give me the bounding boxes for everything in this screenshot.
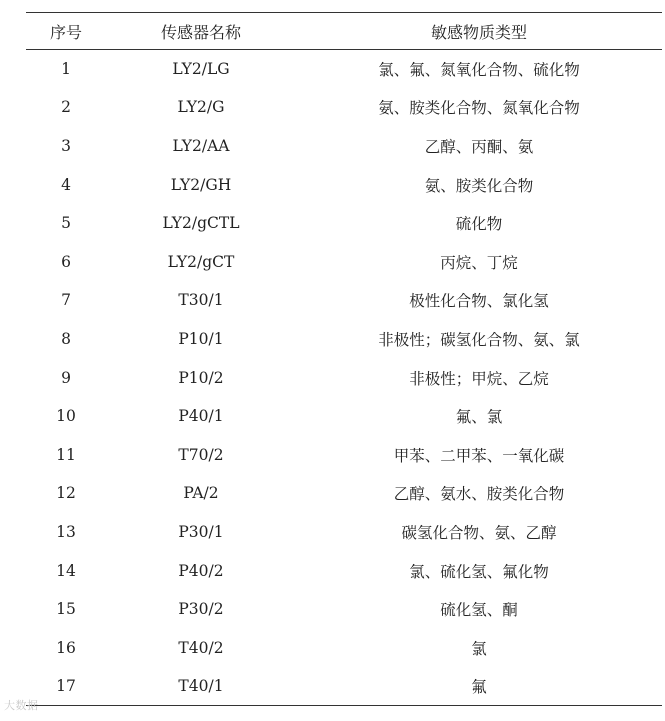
header-sensor-name: 传感器名称	[106, 13, 296, 50]
cell-sensitive-substances: 硫化物	[455, 215, 503, 234]
cell-sensor-name: T40/1	[106, 667, 296, 706]
cell-sensor-name: LY2/LG	[172, 60, 230, 79]
cell-sensitive-substances: 氯	[471, 639, 487, 658]
cell-sensitive-substances: 氟	[296, 667, 662, 706]
table-header	[26, 13, 662, 50]
cell-sensor-name: P40/1	[178, 407, 224, 426]
table-row	[26, 320, 662, 359]
table-row	[26, 628, 662, 667]
cell-sensitive-substances: 甲苯、二甲苯、一氧化碳	[393, 446, 565, 465]
cell-sensor-name: PA/2	[183, 484, 219, 503]
cell-serial-number: 16	[56, 638, 76, 657]
cell-serial-number: 11	[56, 445, 76, 464]
cell-sensor-name: LY2/GH	[170, 175, 232, 194]
cell-sensitive-substances: 氯、硫化氢、氟化物	[409, 562, 549, 581]
cell-sensor-name: LY2/G	[177, 98, 225, 117]
cell-serial-number: 3	[61, 136, 71, 155]
cell-sensor-name: P30/2	[178, 600, 224, 619]
cell-serial-number: 1	[61, 60, 71, 79]
cell-sensor-name: P10/2	[178, 368, 224, 387]
header-row	[26, 13, 662, 50]
cell-sensor-name: LY2/gCT	[167, 252, 235, 271]
cell-serial-number: 12	[56, 484, 76, 503]
cell-sensor-name: T30/1	[178, 291, 224, 310]
cell-serial-number: 15	[56, 600, 76, 619]
cell-sensor-name: P40/2	[178, 561, 224, 580]
cell-serial-number: 17	[26, 667, 106, 706]
table-row	[26, 513, 662, 552]
table-row	[26, 242, 662, 281]
table-row	[26, 281, 662, 320]
cell-sensitive-substances: 乙醇、丙酮、氨	[424, 137, 534, 156]
table-row	[26, 50, 662, 89]
cell-serial-number: 9	[61, 368, 71, 387]
header-sensitive-substances: 敏感物质类型	[296, 13, 662, 50]
cell-sensitive-substances: 氟、氯	[455, 408, 503, 427]
cell-sensitive-substances: 非极性；甲烷、乙烷	[409, 369, 549, 388]
cell-sensitive-substances: 极性化合物、氯化氢	[409, 292, 549, 311]
cell-serial-number: 5	[61, 214, 71, 233]
cell-sensitive-substances: 氯、氟、氮氧化合物、硫化物	[378, 61, 580, 80]
cell-serial-number: 14	[56, 561, 76, 580]
table-row	[26, 435, 662, 474]
watermark: 大数据	[4, 699, 39, 712]
cell-serial-number: 6	[61, 252, 71, 271]
table-row	[26, 127, 662, 166]
table-row	[26, 165, 662, 204]
table-row	[26, 397, 662, 436]
cell-sensor-name: T40/2	[178, 638, 224, 657]
cell-sensor-name: P10/1	[178, 329, 224, 348]
cell-sensitive-substances: 硫化氢、酮	[440, 601, 518, 620]
cell-sensitive-substances: 乙醇、氨水、胺类化合物	[393, 485, 565, 504]
cell-serial-number: 4	[61, 175, 71, 194]
table-row	[26, 474, 662, 513]
cell-serial-number: 7	[61, 291, 71, 310]
cell-serial-number: 10	[56, 407, 76, 426]
table-row	[26, 551, 662, 590]
cell-sensor-name: T70/2	[178, 445, 224, 464]
cell-serial-number: 8	[61, 329, 71, 348]
table-row	[26, 204, 662, 243]
table-row	[26, 590, 662, 629]
cell-sensitive-substances: 氨、胺类化合物	[424, 176, 534, 195]
cell-sensor-name: LY2/AA	[172, 136, 230, 155]
table-body	[26, 50, 662, 706]
cell-sensor-name: P30/1	[178, 522, 224, 541]
cell-sensitive-substances: 非极性；碳氢化合物、氨、氯	[378, 330, 580, 349]
table-row	[26, 667, 662, 706]
header-serial-number: 序号	[26, 13, 106, 50]
table-row	[26, 88, 662, 127]
sensor-table	[26, 12, 662, 706]
table-row	[26, 358, 662, 397]
cell-sensor-name: LY2/gCTL	[162, 214, 240, 233]
cell-sensitive-substances: 碳氢化合物、氨、乙醇	[401, 523, 557, 542]
cell-sensitive-substances: 丙烷、丁烷	[440, 253, 518, 272]
cell-serial-number: 13	[56, 522, 76, 541]
cell-sensitive-substances: 氨、胺类化合物、氮氧化合物	[378, 99, 580, 118]
cell-serial-number: 2	[61, 98, 71, 117]
